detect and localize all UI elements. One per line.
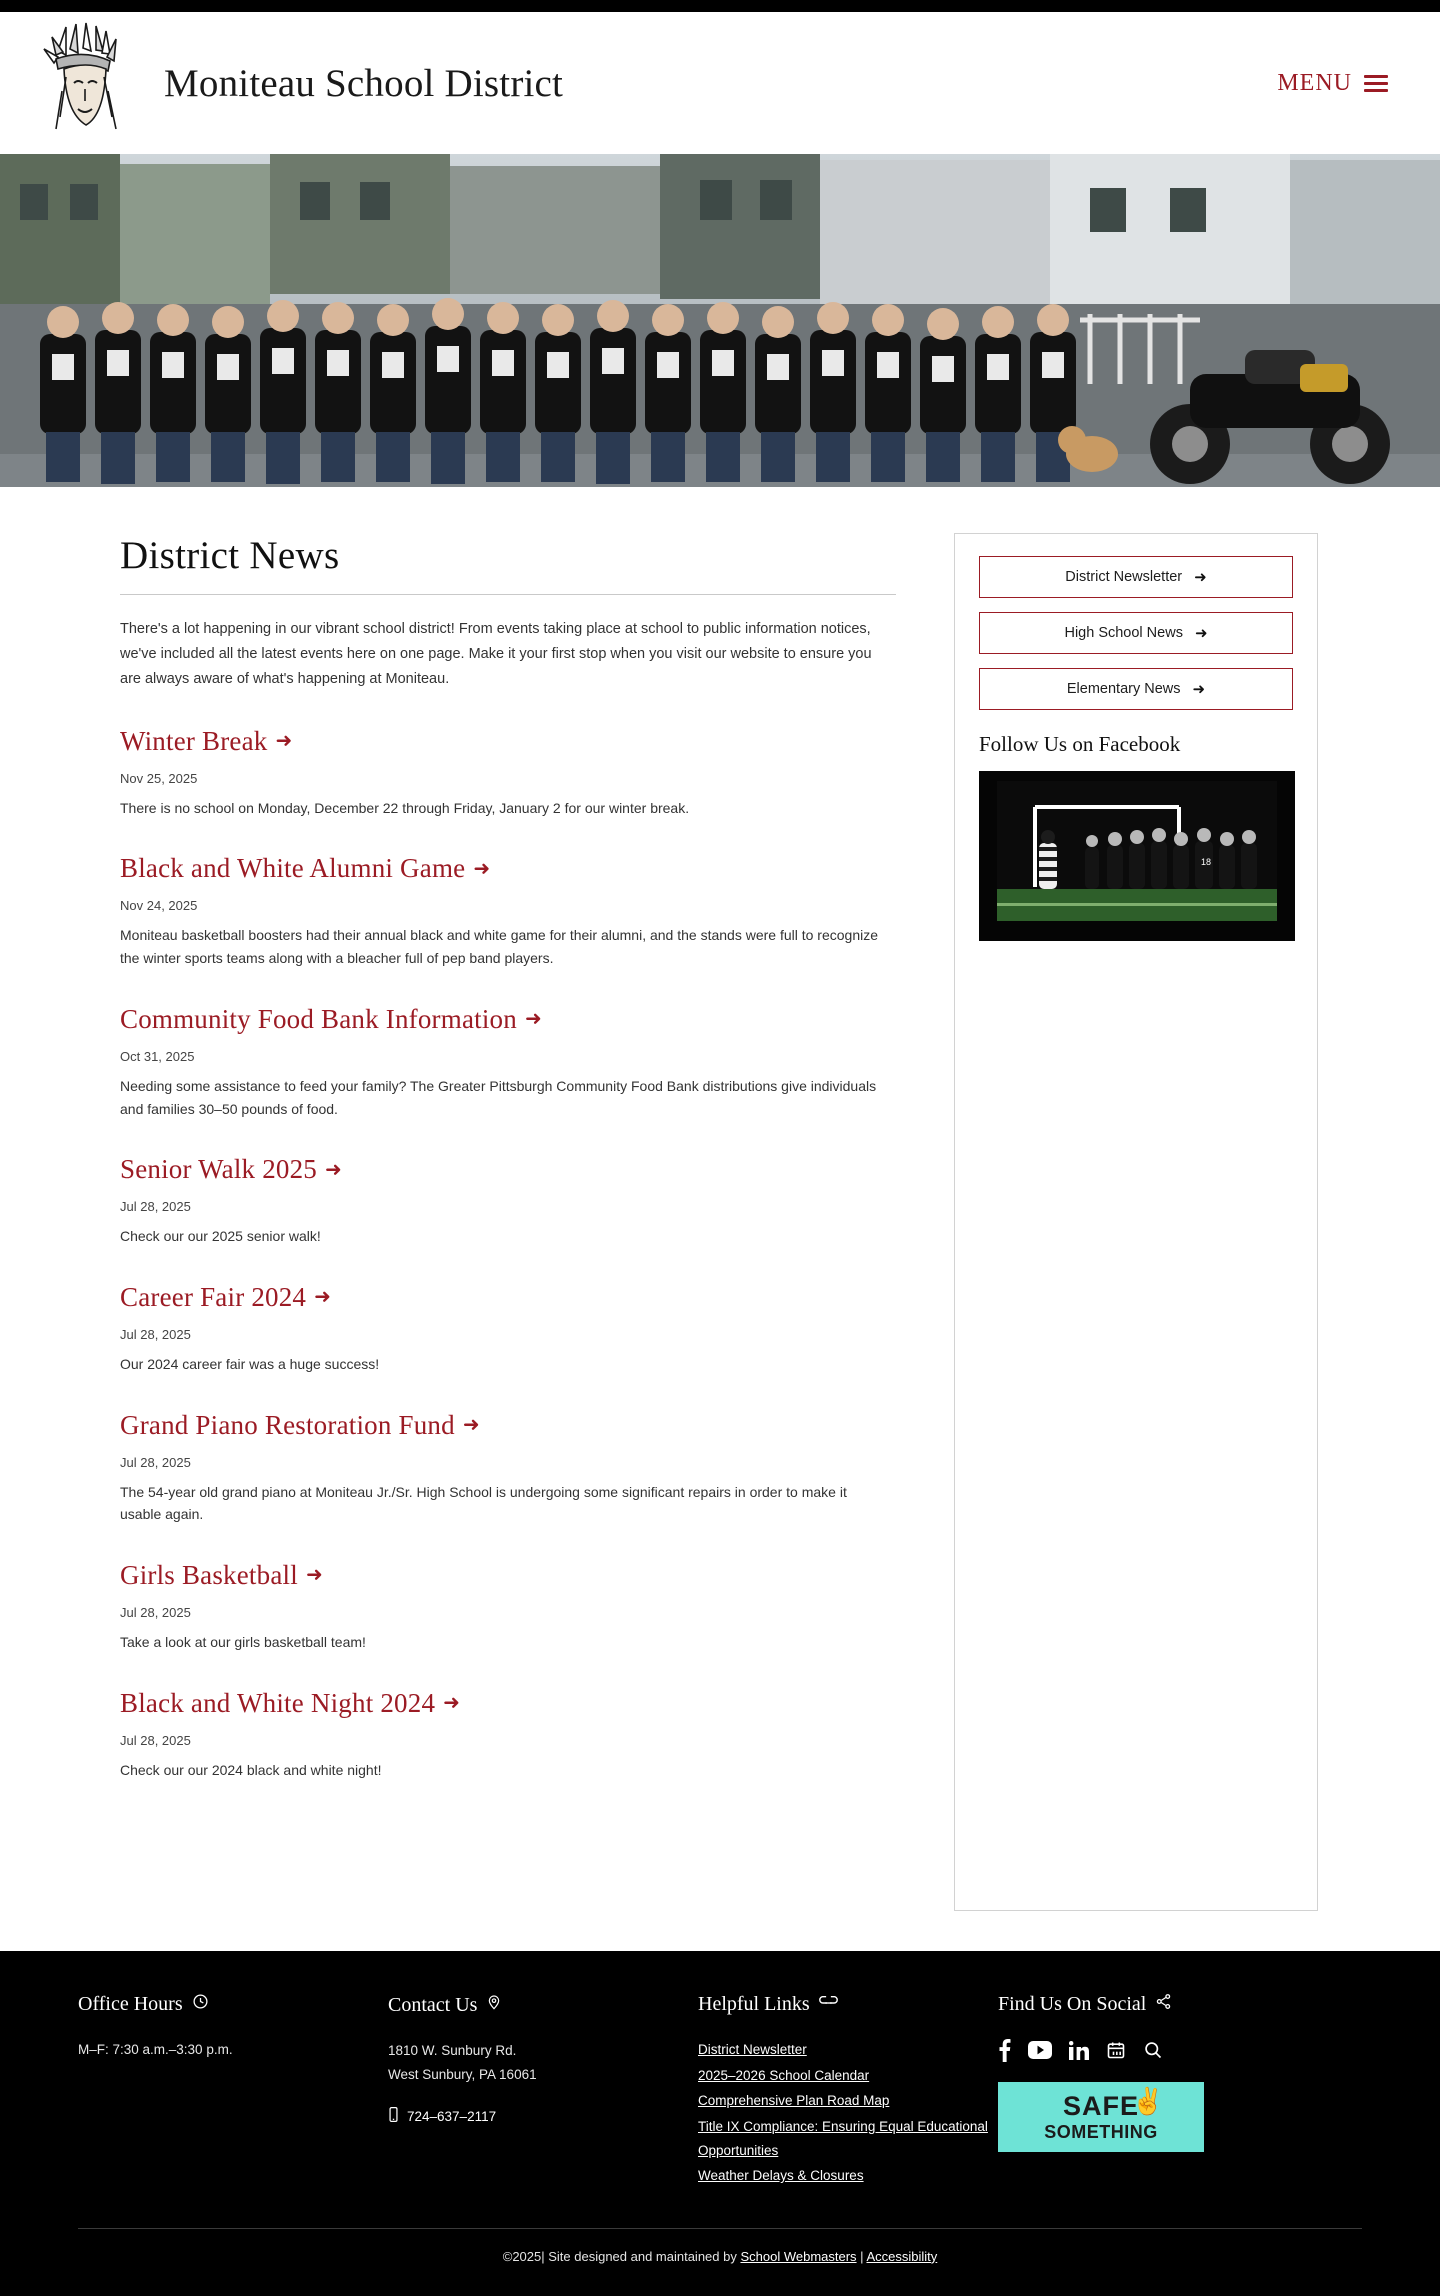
footer-social [998, 1993, 1318, 2190]
copyright-bar [0, 2229, 1440, 2286]
news-item [120, 1688, 928, 1782]
footer-contact [388, 1993, 698, 2190]
news-title-text: Black and White Night 2024 [120, 1687, 436, 1718]
news-date: Jul 28, 2025 [120, 1199, 191, 1215]
site-header [0, 12, 1440, 154]
sidebar-button-high-school-news[interactable] [979, 612, 1293, 654]
sidebar-button-label: Elementary News [1066, 681, 1181, 697]
news-date: Oct 31, 2025 [120, 1048, 195, 1064]
clock-icon [192, 1993, 209, 2016]
youtube-icon[interactable] [1028, 2041, 1052, 2059]
news-description: The 54-year old grand piano at Moniteau Jr./Sr. High School is undergoing some significant repairs in order to make it usable again. [120, 1483, 847, 1523]
news-date: Jul 28, 2025 [120, 1732, 191, 1748]
main-region [0, 487, 1440, 1951]
arrow-right-icon: ➜ [275, 730, 293, 753]
news-link[interactable] [120, 1154, 342, 1185]
phone-number: 724–637–2117 [407, 2108, 497, 2124]
sidebar-button-label: High School News [1064, 625, 1183, 641]
news-date: Jul 28, 2025 [120, 1604, 191, 1620]
contact-heading [388, 1993, 698, 2017]
linkedin-icon[interactable] [1069, 2041, 1089, 2060]
phone-icon [388, 2106, 399, 2126]
copyright-text: ©2025| Site designed and maintained by [502, 2248, 741, 2264]
svg-text:18: 18 [1201, 857, 1212, 867]
copyright-separator: | [856, 2248, 867, 2264]
news-title-text: Winter Break [120, 725, 268, 756]
facebook-post-image[interactable] [979, 771, 1295, 941]
office-hours-value: M–F: 7:30 a.m.–3:30 p.m. [78, 2042, 233, 2057]
news-item [120, 1004, 928, 1120]
arrow-right-icon: ➜ [1194, 569, 1207, 586]
news-item [120, 853, 928, 969]
sidebar-button-district-newsletter[interactable] [979, 556, 1293, 598]
sidebar [954, 533, 1318, 1911]
school-webmasters-link[interactable]: School Webmasters [740, 2248, 857, 2264]
district-news-heading: District News [120, 534, 340, 577]
news-link[interactable] [120, 853, 490, 884]
arrow-right-icon: ➜ [443, 1692, 461, 1715]
contact-label: Contact Us [388, 1993, 478, 2016]
news-link[interactable] [120, 1560, 323, 1591]
news-link[interactable] [120, 1282, 331, 1313]
safe2say-line3: SOMETHING [1044, 2122, 1158, 2142]
news-description: Needing some assistance to feed your family? The Greater Pittsburgh Community Food Bank distributions give individuals and families 30–50 pounds of food. [120, 1077, 877, 1117]
news-title-text: Grand Piano Restoration Fund [120, 1409, 455, 1440]
football-team-photo [979, 771, 1295, 941]
news-description: Check our our 2024 black and white night! [120, 1761, 382, 1778]
news-title-text: Girls Basketball [120, 1559, 298, 1590]
arrow-right-icon: ➜ [314, 1286, 332, 1309]
news-link[interactable] [120, 1688, 460, 1719]
news-item [120, 1410, 928, 1526]
site-footer [0, 1951, 1440, 2286]
footer-link-title-ix[interactable]: Title IX Compliance: Ensuring Equal Educational Opportunities [698, 2118, 988, 2158]
news-date: Jul 28, 2025 [120, 1326, 191, 1342]
footer-office-hours [78, 1993, 388, 2190]
news-date: Nov 25, 2025 [120, 770, 198, 786]
safe2say-something-badge[interactable] [998, 2082, 1204, 2152]
arrow-right-icon: ➜ [1194, 625, 1208, 642]
news-link[interactable] [120, 1004, 542, 1035]
address-line-2: West Sunbury, PA 16061 [388, 2066, 537, 2082]
intro-paragraph: There's a lot happening in our vibrant school district! From events taking place at school to public information notices, we've included all the latest events here on one page. Make it your first stop when you visit our website to ensure you are always aware of what's happening at Moniteau. [120, 621, 872, 687]
news-item [120, 1282, 928, 1376]
news-item [120, 1154, 928, 1248]
ribbon-icon: ✌ [1131, 2086, 1164, 2116]
office-hours-heading [78, 1993, 388, 2016]
news-content-column [48, 533, 928, 1815]
safe2say-line1: SAFE [1062, 2091, 1139, 2121]
map-pin-icon [486, 1993, 502, 2017]
news-title-text: Senior Walk 2025 [120, 1154, 318, 1185]
news-item [120, 726, 928, 820]
hero-banner-image [0, 154, 1440, 487]
footer-link-comprehensive-plan[interactable]: Comprehensive Plan Road Map [698, 2093, 890, 2109]
hamburger-icon [1364, 71, 1388, 96]
arrow-right-icon: ➜ [1192, 681, 1206, 698]
news-link[interactable] [120, 726, 292, 757]
link-icon [819, 1993, 838, 2016]
share-icon [1155, 1993, 1172, 2016]
footer-link-school-calendar[interactable]: 2025–2026 School Calendar [698, 2067, 870, 2083]
sidebar-button-elementary-news[interactable] [979, 668, 1293, 710]
arrow-right-icon: ➜ [462, 1414, 480, 1437]
arrow-right-icon: ➜ [325, 1158, 342, 1181]
news-link[interactable] [120, 1410, 480, 1441]
menu-button[interactable] [1277, 70, 1406, 97]
native-american-head-logo [36, 21, 132, 145]
news-description: There is no school on Monday, December 22 through Friday, January 2 for our winter break. [120, 799, 690, 816]
news-item [120, 1560, 928, 1654]
news-title-text: Community Food Bank Information [120, 1003, 517, 1034]
news-description: Take a look at our girls basketball team! [120, 1633, 366, 1650]
hero-photo [0, 154, 1440, 487]
sidebar-button-label: District Newsletter [1065, 569, 1183, 585]
news-title-text: Black and White Alumni Game [120, 853, 466, 884]
menu-label: MENU [1277, 69, 1352, 96]
footer-link-district-newsletter[interactable]: District Newsletter [698, 2042, 807, 2057]
footer-helpful-links [698, 1993, 998, 2190]
social-heading [998, 1993, 1318, 2016]
news-description: Our 2024 career fair was a huge success! [120, 1355, 380, 1372]
helpful-links-label: Helpful Links [698, 1993, 810, 2015]
arrow-right-icon: ➜ [305, 1564, 323, 1587]
search-icon[interactable] [1143, 2040, 1163, 2060]
office-hours-label: Office Hours [78, 1993, 183, 2015]
footer-link-weather-delays[interactable]: Weather Delays & Closures [698, 2168, 864, 2184]
arrow-right-icon: ➜ [524, 1008, 542, 1031]
news-date: Nov 24, 2025 [120, 898, 198, 914]
footer-columns [0, 1993, 1440, 2190]
social-label: Find Us On Social [998, 1993, 1147, 2015]
district-logo[interactable] [34, 19, 134, 147]
news-title-text: Career Fair 2024 [120, 1281, 307, 1312]
page-title: Moniteau School District [164, 61, 564, 105]
title-divider [120, 594, 896, 595]
phone-row[interactable] [388, 2106, 698, 2126]
news-description: Moniteau basketball boosters had their annual black and white game for their alumni, and the stands were full to recognize the winter sports teams along with a bleacher full of pep band players. [120, 927, 879, 967]
accessibility-link[interactable]: Accessibility [866, 2248, 938, 2264]
helpful-links-heading [698, 1993, 998, 2016]
social-icon-row [998, 2038, 1318, 2062]
calendar-icon[interactable] [1106, 2040, 1126, 2060]
top-black-bar [0, 0, 1440, 12]
arrow-right-icon: ➜ [473, 857, 491, 880]
news-date: Jul 28, 2025 [120, 1454, 191, 1470]
news-description: Check our our 2025 senior walk! [120, 1228, 321, 1245]
facebook-icon[interactable] [998, 2038, 1011, 2062]
address-line-1: 1810 W. Sunbury Rd. [388, 2043, 517, 2058]
facebook-heading: Follow Us on Facebook [979, 732, 1181, 756]
